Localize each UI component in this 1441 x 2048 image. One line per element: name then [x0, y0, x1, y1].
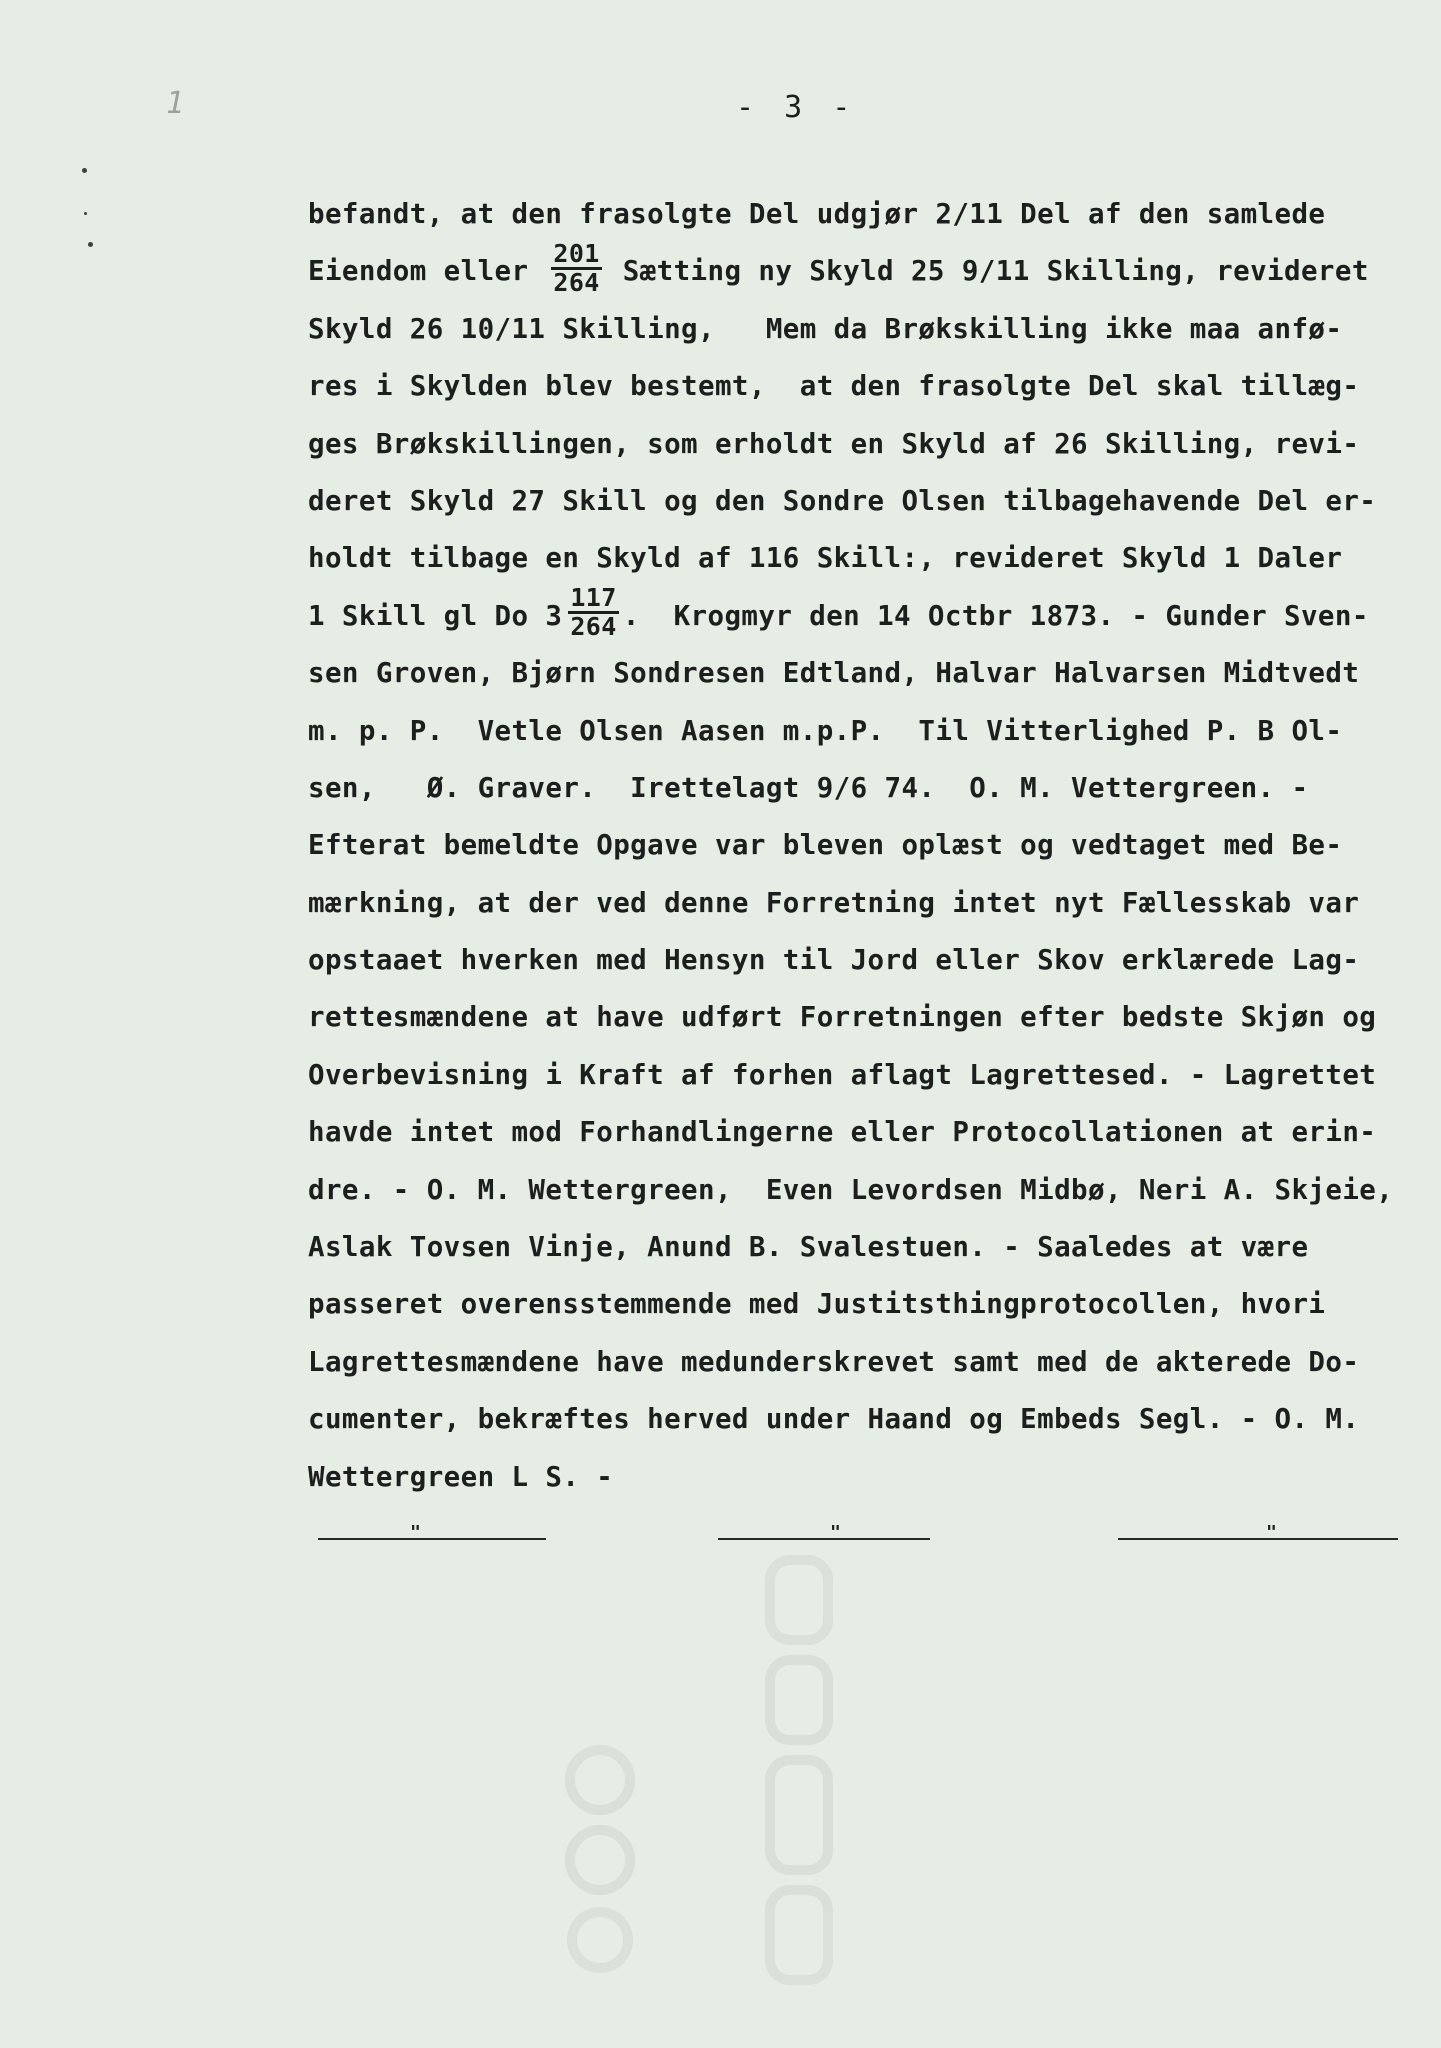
- text-line: cumenter, bekræftes herved under Haand og Embeds Segl. - O. M.: [308, 1403, 1360, 1436]
- text-line: mærkning, at der ved denne Forretning intet nyt Fællesskab var: [308, 886, 1360, 919]
- text-segment: Eiendom eller: [308, 255, 546, 288]
- fraction-denominator: 264: [570, 612, 617, 642]
- fraction: [551, 238, 601, 297]
- text-line: holdt tilbage en Skyld af 116 Skill:, revideret Skyld 1 Daler: [308, 542, 1343, 575]
- text-line: Skyld 26 10/11 Skilling, Mem da Brøkskilling ikke maa anfø-: [308, 312, 1343, 345]
- text-segment: . Krogmyr den 14 Octbr 1873. - Gunder Sven-: [622, 599, 1369, 632]
- signature-line-middle: [718, 1538, 930, 1540]
- text-line: deret Skyld 27 Skill og den Sondre Olsen tilbagehavende Del er-: [308, 484, 1377, 517]
- signature-mark-left: ": [410, 1522, 421, 1543]
- signature-line-left: [318, 1538, 546, 1540]
- text-line: rettesmændene at have udført Forretningen efter bedste Skjøn og: [308, 1001, 1377, 1034]
- text-line: Efterat bemeldte Opgave var bleven oplæst og vedtaget med Be-: [308, 829, 1343, 862]
- text-line: [308, 583, 1418, 645]
- text-line: Overbevisning i Kraft af forhen aflagt Lagrettesed. - Lagrettet: [308, 1058, 1377, 1091]
- corner-mark: 1: [166, 86, 185, 121]
- text-line: befandt, at den frasolgte Del udgjør 2/11 Del af den samlede: [308, 198, 1326, 230]
- text-segment: Sætting ny Skyld 25 9/11 Skilling, revideret: [605, 255, 1369, 288]
- fraction-numerator: 201: [553, 238, 600, 268]
- document-body: [308, 186, 1418, 1506]
- fraction-denominator: 264: [553, 267, 600, 297]
- signature-lines: [0, 1524, 1441, 1554]
- text-segment: 1 Skill gl Do 3: [308, 599, 563, 632]
- signature-mark-middle: ": [830, 1522, 841, 1543]
- margin-punch-marks: [78, 160, 98, 260]
- fraction-numerator: 117: [570, 583, 617, 613]
- text-line: passeret overensstemmende med Justitsthingprotocollen, hvori: [308, 1288, 1326, 1321]
- text-line: dre. - O. M. Wettergreen, Even Levordsen Midbø, Neri A. Skjeie,: [308, 1173, 1394, 1206]
- text-line: ges Brøkskillingen, som erholdt en Skyld af 26 Skilling, revi-: [308, 427, 1360, 460]
- text-line: res i Skylden blev bestemt, at den frasolgte Del skal tillæg-: [308, 370, 1360, 403]
- text-line: [308, 238, 1418, 300]
- text-line: Wettergreen L S. -: [308, 1460, 614, 1493]
- text-line: Aslak Tovsen Vinje, Anund B. Svalestuen. - Saaledes at være: [308, 1231, 1309, 1264]
- signature-mark-right: ": [1266, 1522, 1277, 1543]
- text-line: opstaaet hverken med Hensyn til Jord eller Skov erklærede Lag-: [308, 944, 1360, 977]
- text-line: Lagrettesmændene have medunderskrevet samt med de akterede Do-: [308, 1345, 1360, 1378]
- page-number: - 3 -: [736, 90, 857, 125]
- text-line: sen, Ø. Graver. Irettelagt 9/6 74. O. M. Vettergreen. -: [308, 771, 1309, 804]
- signature-line-right: [1118, 1538, 1398, 1540]
- text-line: havde intet mod Forhandlingerne eller Protocollationen at erin-: [308, 1116, 1377, 1149]
- text-line: m. p. P. Vetle Olsen Aasen m.p.P. Til Vitterlighed P. B Ol-: [308, 714, 1343, 747]
- fraction: [568, 585, 618, 640]
- text-line: sen Groven, Bjørn Sondresen Edtland, Halvar Halvarsen Midtvedt: [308, 657, 1360, 690]
